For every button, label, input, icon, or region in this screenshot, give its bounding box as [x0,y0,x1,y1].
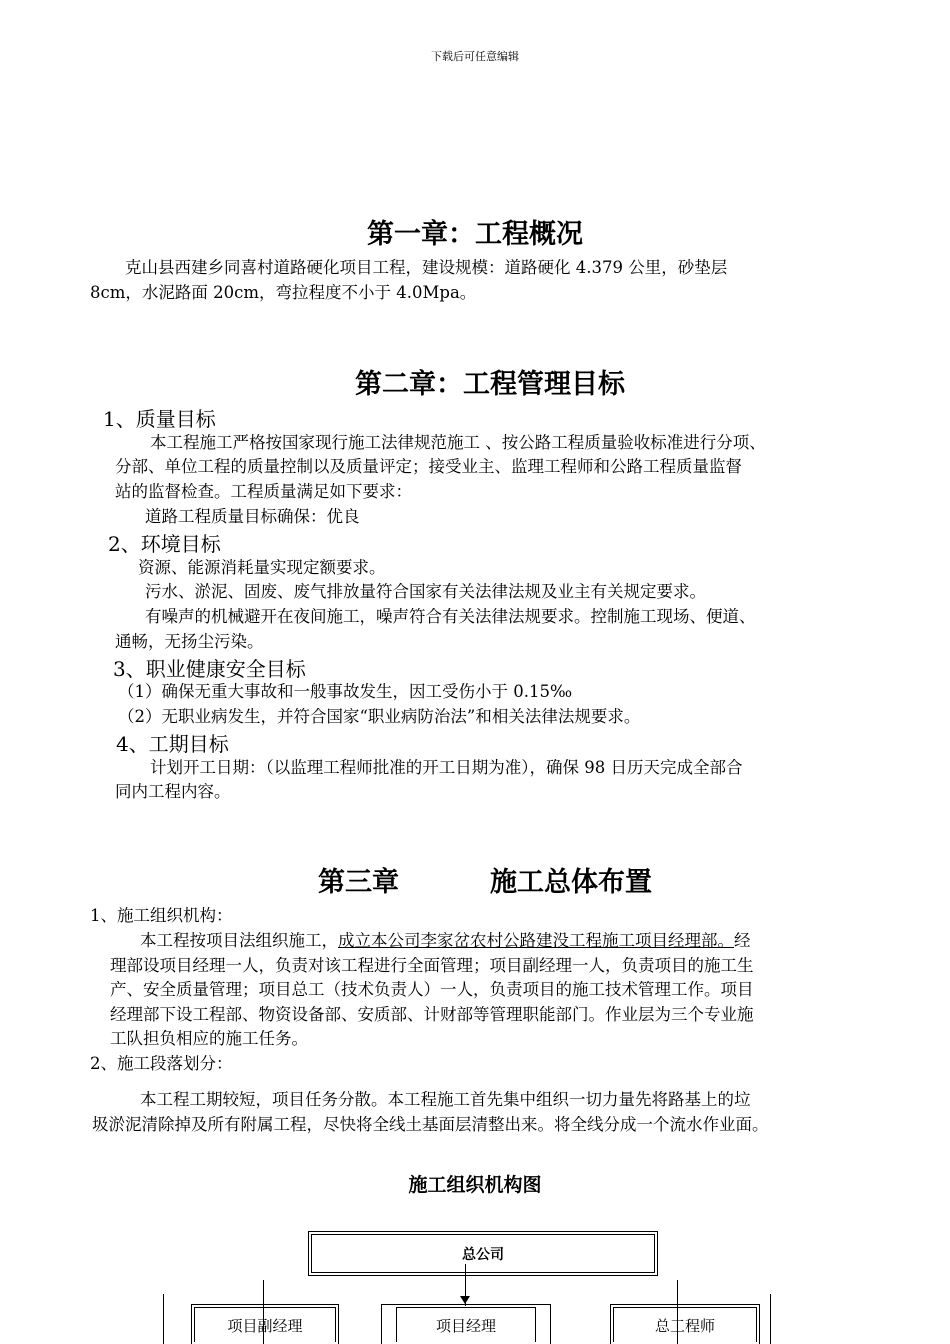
chapter3-title-number: 第三章 [318,867,399,898]
safety-goal-line1: （1）确保无重大事故和一般事故发生，因工受伤小于 0.15‰ [118,682,573,701]
org-structure-line1-underlined: 成立本公司李家岔农村公路建没工程施工项目经理部。 [338,931,734,950]
org-structure-heading: 1、施工组织机构： [90,906,233,925]
org-structure-line1-pre: 本工程按项目法组织施工， [140,931,338,950]
chapter3-title-text: 施工总体布置 [490,867,652,898]
schedule-goal-heading: 4、工期目标 [116,732,229,756]
page-header: 下载后可任意编辑 [431,50,519,63]
org-node-head-company-label: 总公司 [311,1234,655,1273]
quality-goal-line1: 本工程施工严格按国家现行施工法律规范施工 、按公路工程质量验收标准进行分项、 [150,433,766,452]
chapter1-paragraph-line1: 克山县西建乡同喜村道路硬化项目工程，建设规模：道路硬化 4.379 公里，砂垫层 [125,258,728,277]
org-node-project-manager [381,1304,551,1344]
section-division-line2: 圾淤泥清除掉及所有附属工程，尽快将全线土基面层清整出来。将全线分成一个流水作业面。 [92,1115,769,1134]
chapter1-title: 第一章：工程概况 [367,219,583,250]
schedule-goal-line1: 计划开工日期：（以监理工程师批准的开工日期为准），确保 98 日历天完成全部合 [150,758,743,777]
org-node-project-manager-label: 项目经理 [396,1307,536,1342]
schedule-goal-line2: 同内工程内容。 [115,782,231,801]
environment-goal-heading: 2、环境目标 [108,532,221,556]
quality-goal-line2: 分部、单位工程的质量控制以及质量评定；接受业主、监理工程师和公路工程质量监督 [115,457,742,476]
chapter2-title: 第二章：工程管理目标 [355,369,625,400]
org-line-left-outer [163,1294,164,1344]
org-chart-title: 施工组织机构图 [408,1174,542,1196]
org-structure-line5: 工队担负相应的施工任务。 [110,1029,308,1048]
section-division-heading: 2、施工段落划分： [90,1054,233,1073]
environment-goal-line1: 资源、能源消耗量实现定额要求。 [138,558,386,577]
org-node-chief-engineer-label: 总工程师 [613,1307,757,1342]
safety-goal-heading: 3、职业健康安全目标 [113,657,306,681]
org-structure-line2: 理部设项目经理一人，负责对该工程进行全面管理；项目副经理一人，负责项目的施工生 [110,956,754,975]
quality-goal-line3: 站的监督检查。工程质量满足如下要求： [115,482,412,501]
quality-goal-line4: 道路工程质量目标确保：优良 [145,507,360,526]
environment-goal-line3: 有噪声的机械避开在夜间施工，噪声符合有关法律法规要求。控制施工现场、便道、 [145,607,756,626]
environment-goal-line2: 污水、淤泥、固废、废气排放量符合国家有关法律法规及业主有关规定要求。 [145,582,706,601]
org-node-head-company [308,1231,658,1276]
org-structure-line4: 经理部下设工程部、物资设备部、安质部、计财部等管理职能部门。作业层为三个专业施 [110,1005,754,1024]
org-node-chief-engineer [610,1304,760,1344]
org-connector-arrowhead [460,1296,470,1304]
environment-goal-line4: 通畅，无扬尘污染。 [115,632,264,651]
org-node-deputy-manager-label: 项目副经理 [194,1307,336,1342]
quality-goal-heading: 1、质量目标 [103,407,216,431]
section-division-line1: 本工程工期较短，项目任务分散。本工程施工首先集中组织一切力量先将路基上的垃 [140,1090,751,1109]
safety-goal-line2: （2）无职业病发生，并符合国家“职业病防治法”和相关法律法规要求。 [118,707,641,726]
org-structure-line1-post: 经 [734,931,751,950]
chapter1-paragraph-line2: 8cm，水泥路面 20cm，弯拉程度不小于 4.0Mpa。 [90,283,477,302]
org-structure-line3: 产、安全质量管理；项目总工（技术负责人）一人，负责项目的施工技术管理工作。项目 [110,980,754,999]
org-structure-line1 [140,929,751,953]
org-line-right-outer [770,1294,771,1344]
org-node-deputy-manager [191,1304,339,1344]
